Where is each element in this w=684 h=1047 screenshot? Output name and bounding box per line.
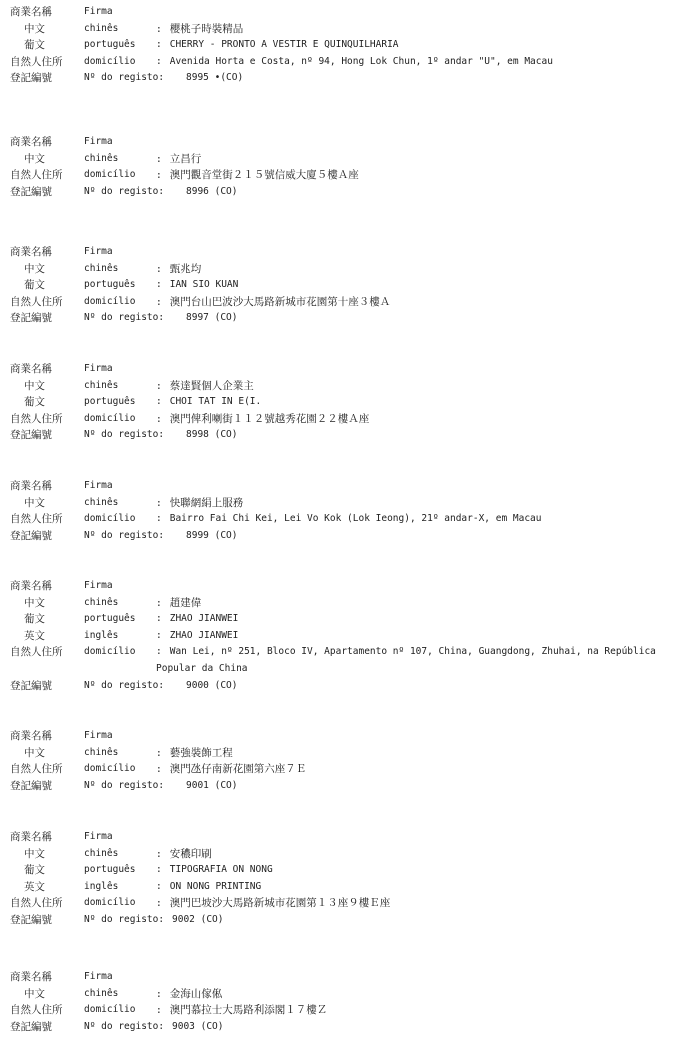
registo-label-zh: 登記編號 (10, 679, 52, 692)
portugues-row (10, 277, 680, 294)
ingles-value: ZHAO JIANWEI (169, 629, 239, 641)
ingles-label-pt: inglês (84, 629, 119, 641)
firma-row (10, 969, 680, 986)
colon: : (156, 988, 162, 1000)
registo-label-zh: 登記編號 (10, 913, 52, 926)
registo-row (10, 778, 680, 795)
domicilio-label-pt: domicílio (84, 763, 136, 775)
domicilio-row (10, 411, 680, 428)
chines-value: 甄兆均 (169, 262, 202, 275)
portugues-label-zh: 葡文 (24, 396, 45, 409)
record-8997 (10, 244, 680, 327)
chines-value: 安穠印刷 (169, 847, 212, 860)
portugues-label-zh: 葡文 (24, 39, 45, 52)
chines-value: 立昌行 (169, 152, 202, 165)
colon: : (156, 396, 162, 408)
chines-value: 金海山傢俬 (169, 987, 223, 1000)
colon: : (156, 55, 162, 67)
registo-label-pt: Nº do registo: (84, 913, 165, 925)
colon: : (156, 23, 162, 35)
domicilio-value: Bairro Fai Chi Kei, Lei Vo Kok (Lok Ieong), 21º andar-X, em Macau (169, 513, 542, 525)
domicilio-row (10, 644, 680, 677)
chines-label-zh: 中文 (24, 152, 45, 165)
record-8996 (10, 134, 680, 200)
firma-label-zh: 商業名稱 (10, 831, 52, 843)
firma-label-zh: 商業名稱 (10, 136, 52, 148)
firma-label-pt: Firma (84, 246, 113, 257)
portugues-label-pt: português (84, 39, 136, 51)
registo-value: 8997 (CO) (186, 312, 238, 324)
registo-row (10, 528, 680, 545)
domicilio-row (10, 167, 680, 184)
ingles-label-zh: 英文 (24, 629, 45, 642)
registo-row (10, 310, 680, 327)
chines-label-pt: chinês (84, 496, 119, 508)
firma-row (10, 361, 680, 378)
registo-label-pt: Nº do registo: (84, 429, 165, 441)
record-9003 (10, 969, 680, 1035)
firma-label-pt: Firma (84, 971, 113, 982)
registo-value: 9002 (CO) (172, 913, 224, 925)
portugues-label-pt: português (84, 613, 136, 625)
registo-label-pt: Nº do registo: (84, 312, 165, 324)
registo-label-zh: 登記編號 (10, 72, 52, 85)
firma-label-pt: Firma (84, 480, 113, 491)
colon: : (156, 764, 162, 776)
domicilio-value: 澳門巴坡沙大馬路新城市花園第１３座９樓Ｅ座 (169, 897, 391, 910)
firma-label-zh: 商業名稱 (10, 971, 52, 983)
chines-row (10, 986, 680, 1003)
firma-label-zh: 商業名稱 (10, 363, 52, 375)
domicilio-label-zh: 自然人住所 (10, 1004, 63, 1017)
domicilio-row (10, 511, 680, 528)
domicilio-value: Wan Lei, nº 251, Bloco IV, Apartamento nº 107, China, Guangdong, Zhuhai, na República Popular da China (156, 646, 656, 674)
domicilio-label-zh: 自然人住所 (10, 763, 63, 776)
ingles-label-pt: inglês (84, 880, 119, 892)
registo-value: 8999 (CO) (186, 529, 238, 541)
firma-label-zh: 商業名稱 (10, 246, 52, 258)
chines-label-pt: chinês (84, 847, 119, 859)
registo-value: 8996 (CO) (186, 185, 238, 197)
firma-label-zh: 商業名稱 (10, 580, 52, 592)
chines-label-pt: chinês (84, 22, 119, 34)
record-9000 (10, 578, 680, 694)
domicilio-label-pt: domicílio (84, 897, 136, 909)
firma-label-pt: Firma (84, 831, 113, 842)
registo-label-pt: Nº do registo: (84, 529, 165, 541)
chines-label-pt: chinês (84, 152, 119, 164)
chines-value: 快聯網絹上服務 (169, 496, 244, 509)
colon: : (156, 380, 162, 392)
registo-label-zh: 登記編號 (10, 779, 52, 792)
firma-row (10, 478, 680, 495)
colon: : (156, 613, 162, 625)
registo-value: 8998 (CO) (186, 429, 238, 441)
firma-row (10, 578, 680, 595)
portugues-value: TIPOGRAFIA ON NONG (169, 864, 273, 876)
firma-row (10, 244, 680, 261)
colon: : (156, 170, 162, 182)
portugues-value: IAN SIO KUAN (169, 279, 239, 291)
domicilio-value: 澳門慕拉士大馬路利添閣１７樓Ｚ (169, 1004, 328, 1017)
chines-row (10, 261, 680, 278)
domicilio-label-pt: domicílio (84, 1004, 136, 1016)
registo-label-pt: Nº do registo: (84, 779, 165, 791)
domicilio-row (10, 761, 680, 778)
chines-row (10, 745, 680, 762)
colon: : (156, 153, 162, 165)
registo-row (10, 427, 680, 444)
record-9002 (10, 829, 680, 929)
registo-label-zh: 登記編號 (10, 529, 52, 542)
firma-label-pt: Firma (84, 363, 113, 374)
chines-label-zh: 中文 (24, 379, 45, 392)
colon: : (156, 497, 162, 509)
domicilio-row (10, 54, 680, 71)
firma-row (10, 4, 680, 21)
chines-row (10, 495, 680, 512)
colon: : (156, 864, 162, 876)
colon: : (156, 597, 162, 609)
ingles-label-zh: 英文 (24, 880, 45, 893)
colon: : (156, 629, 162, 641)
registo-row (10, 70, 680, 87)
registo-label-pt: Nº do registo: (84, 679, 165, 691)
firma-label-pt: Firma (84, 6, 113, 17)
domicilio-value: 澳門俾利喇街１１２號越秀花園２２樓Ａ座 (169, 412, 370, 425)
domicilio-label-zh: 自然人住所 (10, 295, 63, 308)
chines-label-zh: 中文 (24, 987, 45, 1000)
registo-row (10, 1019, 680, 1036)
registo-label-pt: Nº do registo: (84, 1020, 165, 1032)
registo-value: 9000 (CO) (186, 679, 238, 691)
chines-value: 櫻桃子時裝精品 (169, 22, 244, 35)
colon: : (156, 747, 162, 759)
domicilio-row (10, 1002, 680, 1019)
domicilio-label-pt: domicílio (84, 55, 136, 67)
firma-row (10, 829, 680, 846)
colon: : (156, 39, 162, 51)
registo-label-zh: 登記編號 (10, 185, 52, 198)
chines-label-zh: 中文 (24, 22, 45, 35)
chines-label-zh: 中文 (24, 496, 45, 509)
domicilio-label-pt: domicílio (84, 513, 136, 525)
portugues-value: ZHAO JIANWEI (169, 613, 239, 625)
chines-label-pt: chinês (84, 746, 119, 758)
firma-label-zh: 商業名稱 (10, 730, 52, 742)
chines-label-pt: chinês (84, 379, 119, 391)
chines-value: 藝強裝飾工程 (169, 746, 233, 759)
chines-row (10, 595, 680, 612)
record-8995 (10, 4, 680, 87)
colon: : (156, 513, 162, 525)
firma-label-zh: 商業名稱 (10, 6, 52, 18)
firma-row (10, 134, 680, 151)
registo-label-pt: Nº do registo: (84, 72, 165, 84)
registo-label-pt: Nº do registo: (84, 185, 165, 197)
chines-label-zh: 中文 (24, 847, 45, 860)
firma-label-pt: Firma (84, 730, 113, 741)
colon: : (156, 898, 162, 910)
record-9001 (10, 728, 680, 794)
portugues-label-pt: português (84, 279, 136, 291)
portugues-label-zh: 葡文 (24, 613, 45, 626)
ingles-row (10, 879, 680, 896)
colon: : (156, 296, 162, 308)
colon: : (156, 880, 162, 892)
registo-row (10, 678, 680, 695)
domicilio-label-zh: 自然人住所 (10, 169, 63, 182)
registo-label-zh: 登記編號 (10, 312, 52, 325)
domicilio-label-pt: domicílio (84, 295, 136, 307)
colon: : (156, 646, 162, 658)
portugues-label-zh: 葡文 (24, 279, 45, 292)
chines-label-zh: 中文 (24, 262, 45, 275)
colon: : (156, 413, 162, 425)
record-8999 (10, 478, 680, 544)
ingles-row (10, 628, 680, 645)
portugues-row (10, 611, 680, 628)
registo-label-zh: 登記編號 (10, 1020, 52, 1033)
portugues-label-zh: 葡文 (24, 864, 45, 877)
domicilio-label-pt: domicílio (84, 169, 136, 181)
domicilio-label-zh: 自然人住所 (10, 55, 63, 68)
registo-value: 9001 (CO) (186, 779, 238, 791)
portugues-label-pt: português (84, 864, 136, 876)
colon: : (156, 848, 162, 860)
firma-label-zh: 商業名稱 (10, 480, 52, 492)
colon: : (156, 1005, 162, 1017)
registo-row (10, 912, 680, 929)
domicilio-value: Avenida Horta e Costa, nº 94, Hong Lok Chun, 1º andar "U", em Macau (169, 55, 553, 67)
record-8998 (10, 361, 680, 444)
registo-value: 9003 (CO) (172, 1020, 224, 1032)
portugues-label-pt: português (84, 396, 136, 408)
portugues-value: CHOI TAT IN E(I. (169, 396, 262, 408)
portugues-value: CHERRY - PRONTO A VESTIR E QUINQUILHARIA (169, 39, 399, 51)
chines-row (10, 378, 680, 395)
domicilio-label-zh: 自然人住所 (10, 412, 63, 425)
registo-label-zh: 登記編號 (10, 429, 52, 442)
chines-label-zh: 中文 (24, 596, 45, 609)
colon: : (156, 279, 162, 291)
colon: : (156, 263, 162, 275)
chines-value: 趙建偉 (169, 596, 202, 609)
chines-row (10, 846, 680, 863)
domicilio-row (10, 294, 680, 311)
firma-label-pt: Firma (84, 580, 113, 591)
portugues-row (10, 862, 680, 879)
firma-row (10, 728, 680, 745)
domicilio-row (10, 895, 680, 912)
domicilio-label-zh: 自然人住所 (10, 513, 63, 526)
chines-row (10, 151, 680, 168)
ingles-value: ON NONG PRINTING (169, 880, 262, 892)
domicilio-label-zh: 自然人住所 (10, 646, 63, 659)
portugues-row (10, 394, 680, 411)
domicilio-value: 澳門觀音堂街２１５號信威大廈５樓Ａ座 (169, 169, 359, 182)
chines-label-pt: chinês (84, 596, 119, 608)
chines-row (10, 21, 680, 38)
domicilio-value: 澳門氹仔南新花園第六座７Ｅ (169, 763, 307, 776)
domicilio-value: 澳門台山巴波沙大馬路新城市花園第十座３樓Ａ (169, 295, 391, 308)
chines-label-pt: chinês (84, 262, 119, 274)
domicilio-label-pt: domicílio (84, 646, 136, 658)
firma-label-pt: Firma (84, 136, 113, 147)
domicilio-label-zh: 自然人住所 (10, 897, 63, 910)
chines-label-pt: chinês (84, 987, 119, 999)
registo-value: 8995 •(CO) (186, 72, 244, 84)
registo-row (10, 184, 680, 201)
chines-label-zh: 中文 (24, 746, 45, 759)
portugues-row (10, 37, 680, 54)
domicilio-label-pt: domicílio (84, 412, 136, 424)
chines-value: 蔡達賢個人企業主 (169, 379, 254, 392)
